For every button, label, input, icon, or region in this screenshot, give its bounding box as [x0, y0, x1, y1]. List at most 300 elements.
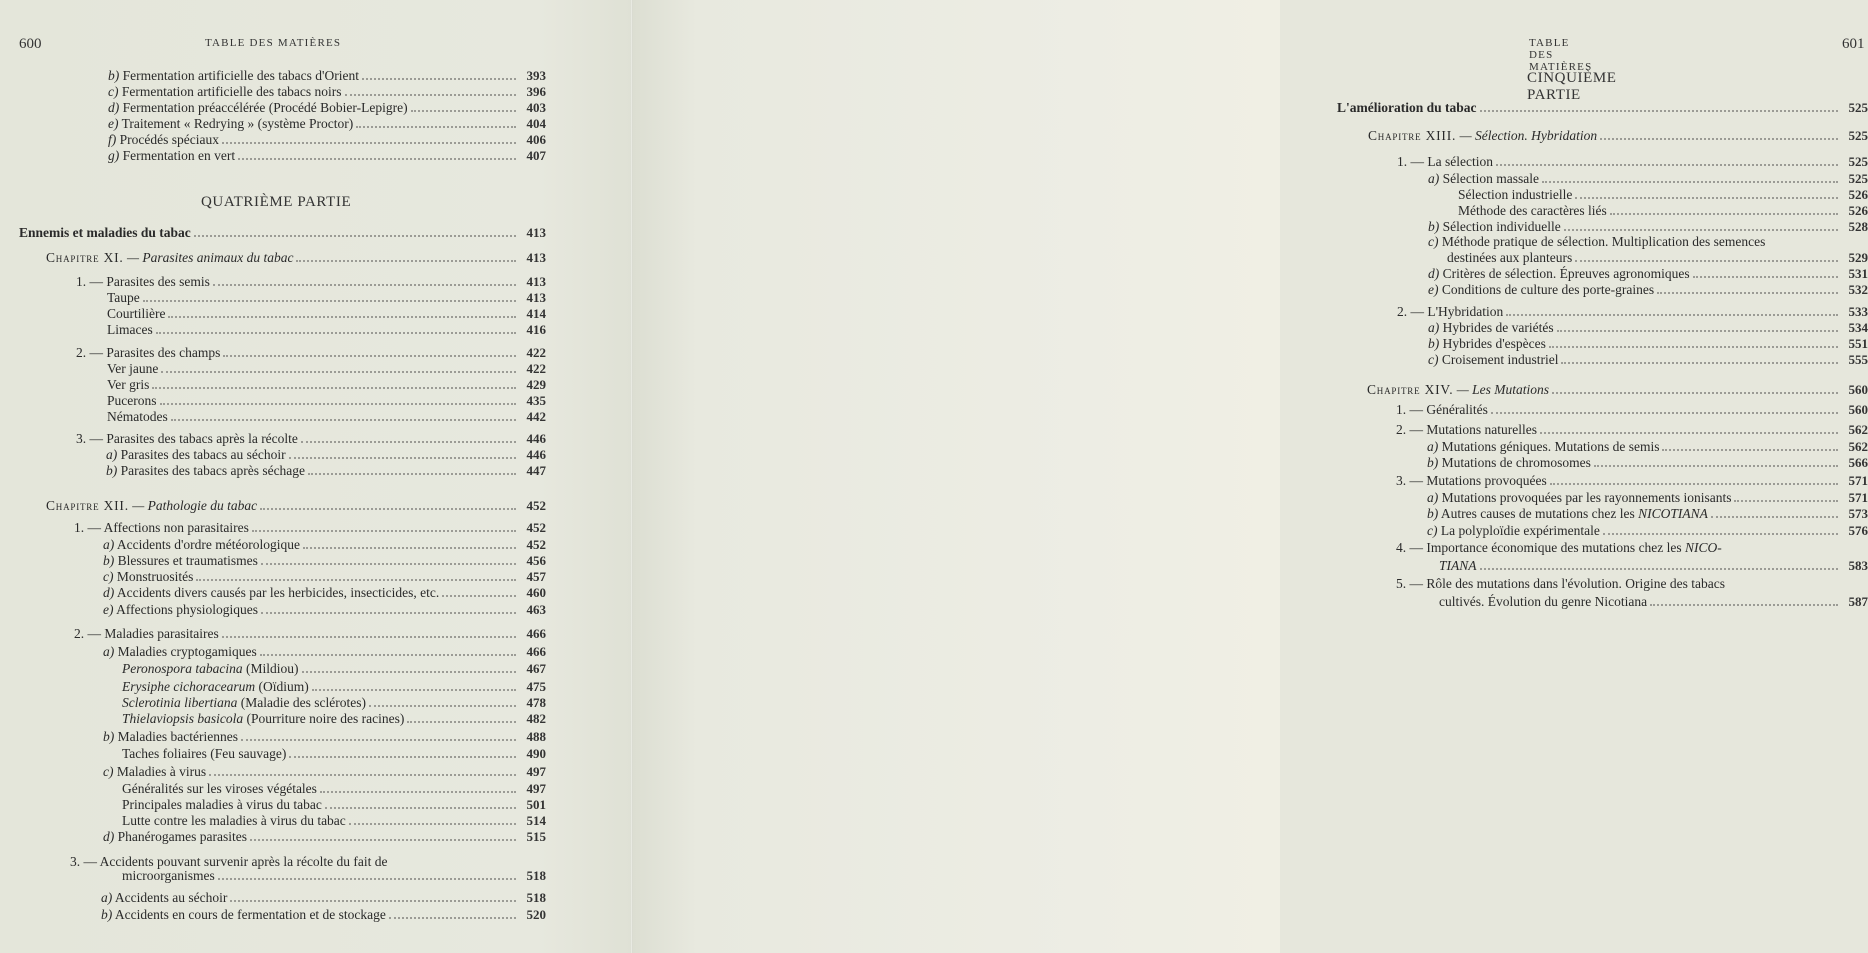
toc-entry[interactable]: [1337, 100, 1868, 115]
leader-dots: [442, 594, 516, 597]
toc-entry[interactable]: [122, 661, 546, 676]
page-ref: 429: [526, 377, 546, 392]
chapter-prefix: Chapitre XII.: [46, 498, 129, 513]
entry-label: 2. —: [74, 626, 101, 641]
leader-dots: [260, 653, 516, 656]
toc-entry-text: [103, 729, 238, 744]
page-ref: 456: [526, 553, 546, 568]
toc-entry-text: [103, 829, 247, 844]
leader-dots: [1564, 228, 1838, 231]
entry-label: 1. —: [76, 274, 103, 289]
toc-entry[interactable]: [1458, 187, 1868, 202]
entry-title: Parasites des tabacs après séchage: [120, 463, 306, 478]
entry-title: Taupe: [107, 290, 140, 305]
page-ref: 467: [526, 661, 546, 676]
entry-label: 3. —: [1396, 473, 1423, 488]
toc-entry-text: [103, 585, 439, 600]
entry-title: Importance économique des mutations chez les: [1426, 540, 1682, 555]
toc-entry[interactable]: [108, 116, 546, 131]
toc-entry[interactable]: [122, 695, 546, 710]
leader-dots: [1540, 431, 1838, 434]
entry-label: c): [1428, 352, 1439, 367]
toc-entry[interactable]: [1428, 352, 1868, 367]
toc-entry-text: [108, 84, 342, 99]
toc-entry[interactable]: [122, 679, 546, 694]
entry-title: (Maladie des sclérotes): [240, 695, 366, 710]
toc-entry[interactable]: [1447, 250, 1868, 265]
entry-title: Mutations naturelles: [1426, 422, 1537, 437]
chapter-prefix: Chapitre XI.: [46, 250, 124, 265]
entry-title: Maladies bactériennes: [117, 729, 238, 744]
toc-entry-text: [1427, 455, 1591, 470]
toc-entry[interactable]: [108, 68, 546, 83]
entry-title: L'amélioration du tabac: [1337, 100, 1477, 115]
leader-dots: [1575, 259, 1838, 262]
leader-dots: [1734, 499, 1838, 502]
toc-entry[interactable]: [1439, 594, 1868, 609]
toc-entry[interactable]: [1396, 422, 1868, 437]
page-ref: 560: [1848, 382, 1868, 397]
leader-dots: [230, 899, 516, 902]
page-ref: 463: [526, 602, 546, 617]
toc-entry-text: [122, 661, 299, 676]
page-ref: 501: [526, 797, 546, 812]
entry-title: Taches foliaires (Feu sauvage): [122, 746, 287, 761]
page-ref: 515: [526, 829, 546, 844]
entry-title: Généralités: [1426, 402, 1488, 417]
toc-entry-text: [1458, 187, 1572, 202]
leader-dots: [218, 877, 516, 880]
toc-entry-text: [1428, 336, 1546, 351]
toc-entry-text: [107, 306, 165, 321]
entry-title: Sélection individuelle: [1442, 219, 1561, 234]
page-ref: 497: [526, 764, 546, 779]
entry-title: (Mildiou): [246, 661, 299, 676]
leader-dots: [1542, 180, 1838, 183]
entry-title: Accidents en cours de fermentation et de stockage: [114, 907, 386, 922]
chapter-title: [46, 498, 257, 513]
chapter-heading[interactable]: [1368, 128, 1868, 143]
leader-dots: [241, 738, 516, 741]
leader-dots: [196, 578, 516, 581]
toc-entry[interactable]: [122, 797, 546, 812]
entry-label: b): [103, 553, 115, 568]
entry-title: Croisement industriel: [1441, 352, 1559, 367]
page-ref: 416: [526, 322, 546, 337]
entry-title: Hybrides d'espèces: [1442, 336, 1546, 351]
leader-dots: [252, 529, 516, 532]
leader-dots: [301, 440, 516, 443]
toc-entry[interactable]: [108, 148, 546, 163]
toc-entry-text: [1447, 250, 1572, 265]
entry-title: Fermentation artificielle des tabacs noirs: [121, 84, 342, 99]
entry-title: Hybrides de variétés: [1442, 320, 1554, 335]
toc-entry[interactable]: [107, 306, 546, 321]
toc-entry[interactable]: [107, 361, 546, 376]
toc-entry-text: [107, 377, 149, 392]
page-ref: 422: [526, 361, 546, 376]
entry-title: Méthode des caractères liés: [1458, 203, 1607, 218]
toc-entry[interactable]: [103, 553, 546, 568]
toc-entry[interactable]: [76, 274, 546, 289]
toc-entry[interactable]: [1427, 455, 1868, 470]
toc-entry-text: [1458, 203, 1607, 218]
toc-entry[interactable]: [1439, 558, 1868, 573]
entry-title: Sélection industrielle: [1458, 187, 1573, 202]
toc-entry-text: [122, 746, 286, 761]
leader-dots: [171, 418, 516, 421]
toc-entry[interactable]: [106, 447, 546, 462]
leader-dots: [1480, 109, 1838, 112]
toc-entry[interactable]: [107, 409, 546, 424]
chapter-name: — Pathologie du tabac: [132, 498, 258, 513]
leader-dots: [1480, 567, 1838, 570]
entry-label: b): [108, 68, 120, 83]
entry-title: Fermentation préaccélérée (Procédé Bobier-Lepigre): [122, 100, 408, 115]
leader-dots: [312, 688, 516, 691]
toc-entry[interactable]: [1428, 282, 1868, 297]
entry-title: Sélection massale: [1442, 171, 1539, 186]
toc-entry[interactable]: [76, 345, 546, 360]
toc-entry[interactable]: [122, 813, 546, 828]
page-ref: 518: [526, 868, 546, 883]
toc-entry-text: [106, 447, 286, 462]
page-ref: 571: [1848, 490, 1868, 505]
toc-entry-text: [107, 290, 140, 305]
page-ref: 571: [1848, 473, 1868, 488]
entry-title: Généralités sur les viroses végétales: [122, 781, 317, 796]
page-ref: 533: [1848, 304, 1868, 319]
entry-title: Affections physiologiques: [116, 602, 259, 617]
page-ref: 528: [1848, 219, 1868, 234]
toc-entry-text: [122, 711, 404, 726]
entry-label: 4. —: [1396, 540, 1423, 555]
toc-entry[interactable]: [19, 225, 546, 240]
entry-label: 1. —: [1396, 402, 1423, 417]
toc-entry[interactable]: [103, 602, 546, 617]
leader-dots: [1549, 345, 1838, 348]
toc-entry-text: [107, 393, 157, 408]
entry-title: (Pourriture noire des racines): [246, 711, 405, 726]
leader-dots: [1657, 291, 1838, 294]
toc-entry-text: [1396, 402, 1488, 417]
entry-title: Parasites des semis: [106, 274, 210, 289]
entry-label: c): [103, 764, 114, 779]
toc-entry-text: [76, 431, 298, 446]
toc-entry[interactable]: [103, 764, 546, 779]
entry-label: d): [103, 829, 115, 844]
entry-title: Monstruosités: [116, 569, 194, 584]
toc-entry[interactable]: [76, 431, 546, 446]
leader-dots: [1561, 361, 1838, 364]
entry-title: Autres causes de mutations chez les: [1440, 506, 1635, 521]
toc-entry[interactable]: [1428, 320, 1868, 335]
toc-entry-text: [1427, 523, 1600, 538]
leader-dots: [223, 354, 516, 357]
entry-title: Mutations provoquées: [1426, 473, 1547, 488]
toc-entry-text: [74, 520, 249, 535]
leader-dots: [407, 720, 516, 723]
entry-label: a): [1428, 171, 1440, 186]
toc-entry[interactable]: [1396, 402, 1868, 417]
entry-label: a): [1428, 320, 1440, 335]
toc-entry-text: [108, 132, 219, 147]
entry-label: a): [106, 447, 118, 462]
page-ref: 460: [526, 585, 546, 600]
entry-label: b): [1427, 506, 1439, 521]
page-ref: 403: [526, 100, 546, 115]
entry-title: Pucerons: [107, 393, 157, 408]
toc-entry[interactable]: [103, 537, 546, 552]
toc-entry[interactable]: [103, 569, 546, 584]
page-ref: 407: [526, 148, 546, 163]
toc-entry[interactable]: [1396, 473, 1868, 488]
leader-dots: [260, 507, 516, 510]
page-ref: 482: [526, 711, 546, 726]
toc-entry-text: [103, 553, 258, 568]
toc-entry[interactable]: [108, 132, 546, 147]
entry-title: Nématodes: [107, 409, 168, 424]
entry-title: Fermentation en vert: [122, 148, 236, 163]
toc-entry[interactable]: [1428, 219, 1868, 234]
toc-entry-text: [122, 679, 309, 694]
page-ref: 413: [526, 225, 546, 240]
leader-dots: [1594, 464, 1838, 467]
entry-title: microorganismes: [122, 868, 215, 883]
leader-dots: [1552, 391, 1838, 394]
toc-entry-first-line: [1428, 234, 1765, 249]
toc-entry-text: [122, 781, 317, 796]
entry-title: Courtilière: [107, 306, 166, 321]
entry-title: Mutations provoquées par les rayonnements ionisants: [1441, 490, 1732, 505]
leader-dots: [369, 704, 516, 707]
page-ref: 518: [526, 890, 546, 905]
toc-entry[interactable]: [1397, 304, 1868, 319]
entry-label: c): [1428, 234, 1439, 249]
chapter-name: — Les Mutations: [1456, 382, 1550, 397]
toc-entry[interactable]: [108, 100, 546, 115]
left-page: [0, 0, 632, 953]
toc-entry-text: [1428, 352, 1558, 367]
right-page: [632, 0, 1868, 953]
toc-entry-text: [1397, 154, 1493, 169]
toc-entry[interactable]: [122, 868, 546, 883]
page-ref: 497: [526, 781, 546, 796]
toc-entry[interactable]: [1427, 439, 1868, 454]
entry-label: f): [108, 132, 117, 147]
leader-dots: [308, 472, 516, 475]
toc-entry[interactable]: [74, 626, 546, 641]
leader-dots: [303, 546, 516, 549]
toc-entry[interactable]: [74, 520, 546, 535]
entry-title: Procédés spéciaux: [119, 132, 219, 147]
entry-italic: Thielaviopsis basicola: [122, 711, 244, 726]
page-ref: 562: [1848, 422, 1868, 437]
entry-label: 2. —: [1396, 422, 1423, 437]
chapter-heading[interactable]: [46, 250, 546, 265]
toc-entry[interactable]: [101, 890, 546, 905]
toc-entry-text: [108, 116, 353, 131]
entry-title: Fermentation artificielle des tabacs d'Orient: [122, 68, 359, 83]
leader-dots: [302, 670, 517, 673]
toc-entry[interactable]: [103, 644, 546, 659]
toc-entry[interactable]: [103, 829, 546, 844]
leader-dots: [389, 916, 516, 919]
page-ref: 560: [1848, 402, 1868, 417]
toc-entry[interactable]: [107, 377, 546, 392]
leader-dots: [362, 77, 516, 80]
leader-dots: [1491, 411, 1838, 414]
toc-entry-text: [1428, 171, 1539, 186]
entry-label: a): [103, 644, 115, 659]
toc-entry-text: [122, 797, 322, 812]
leader-dots: [296, 259, 516, 262]
entry-title: Ver gris: [107, 377, 150, 392]
entry-title: cultivés. Évolution du genre Nicotiana: [1439, 594, 1648, 609]
toc-entry-text: [1337, 100, 1477, 115]
page-ref: 525: [1848, 100, 1868, 115]
leader-dots: [349, 822, 516, 825]
toc-entry[interactable]: [1458, 203, 1868, 218]
toc-entry-text: [1427, 439, 1659, 454]
toc-entry-text: [107, 361, 158, 376]
toc-entry-text: [103, 569, 193, 584]
toc-entry[interactable]: [1428, 336, 1868, 351]
running-head: TABLE DES MATIÈRES: [205, 37, 342, 49]
toc-entry-text: [107, 322, 153, 337]
page-ref: 555: [1848, 352, 1868, 367]
toc-entry[interactable]: [122, 781, 546, 796]
page-ref: 551: [1848, 336, 1868, 351]
entry-label: c): [103, 569, 114, 584]
chapter-prefix: Chapitre XIV.: [1367, 382, 1454, 397]
leader-dots: [160, 402, 517, 405]
toc-entry[interactable]: [101, 907, 546, 922]
chapter-heading[interactable]: [46, 498, 546, 513]
entry-title: Conditions de culture des porte-graines: [1441, 282, 1655, 297]
page-ref: 414: [526, 306, 546, 321]
toc-entry[interactable]: [108, 84, 546, 99]
toc-entry[interactable]: [1428, 266, 1868, 281]
page-ref: 452: [526, 537, 546, 552]
toc-entry-text: [74, 626, 219, 641]
toc-entry[interactable]: [106, 463, 546, 478]
part-title: CINQUIÈME PARTIE: [1527, 70, 1617, 103]
page-ref: 587: [1848, 594, 1868, 609]
leader-dots: [325, 806, 516, 809]
chapter-title: [46, 250, 293, 265]
book-gutter: [630, 0, 633, 953]
entry-title: Maladies cryptogamiques: [117, 644, 257, 659]
toc-entry-text: [122, 695, 366, 710]
chapter-heading[interactable]: [1367, 382, 1868, 397]
page-ref: 452: [526, 520, 546, 535]
toc-entry[interactable]: [122, 746, 546, 761]
entry-title: La sélection: [1427, 154, 1493, 169]
entry-label: c): [1427, 523, 1438, 538]
page-ref: 466: [526, 644, 546, 659]
entry-title: Parasites des tabacs au séchoir: [120, 447, 286, 462]
toc-entry[interactable]: [1428, 171, 1868, 186]
toc-entry[interactable]: [107, 290, 546, 305]
entry-title: Mutations de chromosomes: [1441, 455, 1591, 470]
page-ref: 446: [526, 431, 546, 446]
toc-entry-text: [76, 345, 220, 360]
toc-entry[interactable]: [122, 711, 546, 726]
page-ref: 566: [1848, 455, 1868, 470]
leader-dots: [356, 125, 516, 128]
toc-entry-text: [1428, 320, 1554, 335]
leader-dots: [1610, 212, 1838, 215]
page-ref: 526: [1848, 203, 1868, 218]
entry-label: a): [1427, 490, 1439, 505]
toc-entry[interactable]: [1427, 490, 1868, 505]
leader-dots: [213, 283, 516, 286]
page-ref: 393: [526, 68, 546, 83]
toc-entry-text: [1428, 266, 1690, 281]
entry-italic: Erysiphe cichoracearum: [122, 679, 256, 694]
entry-title: Principales maladies à virus du tabac: [122, 797, 322, 812]
toc-entry[interactable]: [103, 585, 546, 600]
leader-dots: [238, 157, 516, 160]
page-ref: 413: [526, 250, 546, 265]
page-ref: 583: [1848, 558, 1868, 573]
entry-label: 2. —: [76, 345, 103, 360]
page-ref: 525: [1848, 128, 1868, 143]
entry-title: Limaces: [107, 322, 153, 337]
page-ref: 534: [1848, 320, 1868, 335]
entry-title: Ver jaune: [107, 361, 159, 376]
entry-title: Critères de sélection. Épreuves agronomiques: [1442, 266, 1690, 281]
entry-label: e): [103, 602, 114, 617]
page-ref: 442: [526, 409, 546, 424]
toc-entry-text: [107, 409, 168, 424]
entry-title: Parasites des tabacs après la récolte: [106, 431, 298, 446]
page-ref: 573: [1848, 506, 1868, 521]
leader-dots: [156, 331, 516, 334]
toc-entry-text: [1396, 422, 1537, 437]
entry-label: b): [1428, 336, 1440, 351]
leader-dots: [1550, 482, 1838, 485]
page-ref: 452: [526, 498, 546, 513]
leader-dots: [1506, 313, 1838, 316]
entry-italic: Sclerotinia libertiana: [122, 695, 238, 710]
toc-entry-text: [103, 764, 206, 779]
toc-entry[interactable]: [1427, 506, 1868, 521]
toc-entry[interactable]: [1427, 523, 1868, 538]
leader-dots: [411, 109, 516, 112]
entry-label: c): [108, 84, 119, 99]
entry-label: b): [1428, 219, 1440, 234]
leader-dots: [194, 234, 516, 237]
toc-entry[interactable]: [1397, 154, 1868, 169]
leader-dots: [168, 315, 516, 318]
toc-entry[interactable]: [107, 393, 546, 408]
page-ref: 466: [526, 626, 546, 641]
leader-dots: [1600, 137, 1838, 140]
toc-entry[interactable]: [103, 729, 546, 744]
running-head: TABLE DES MATIÈRES: [1529, 37, 1593, 73]
page-ref: 520: [526, 907, 546, 922]
chapter-title: [1368, 128, 1597, 143]
toc-entry[interactable]: [107, 322, 546, 337]
leader-dots: [1496, 163, 1838, 166]
entry-title: Traitement « Redrying » (système Proctor): [121, 116, 354, 131]
entry-title: Accidents divers causés par les herbicides, insecticides, etc.: [116, 585, 440, 600]
leader-dots: [222, 141, 516, 144]
leader-dots: [289, 456, 516, 459]
leader-dots: [143, 299, 516, 302]
